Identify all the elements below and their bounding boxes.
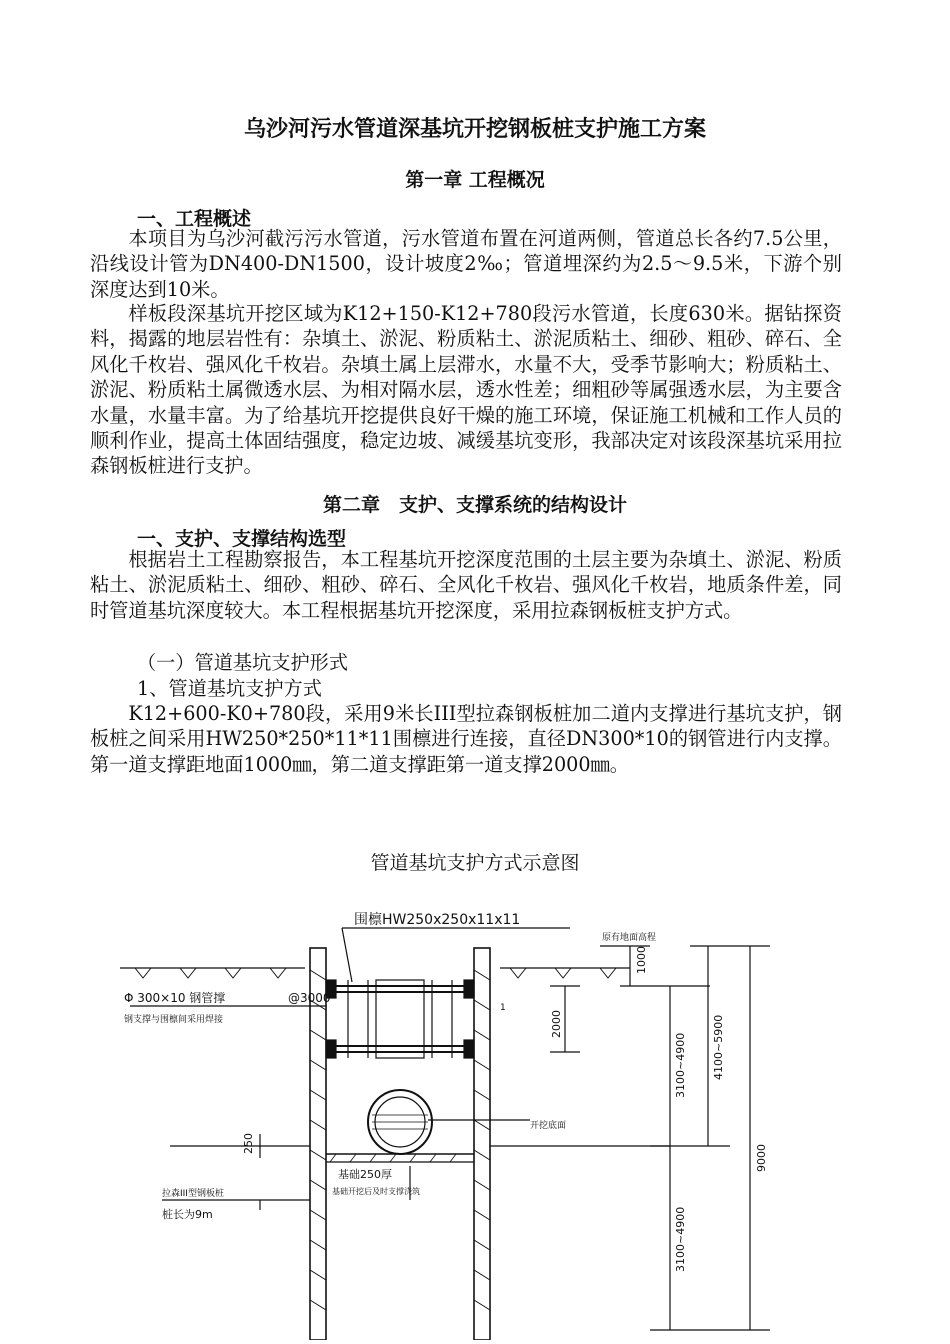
section-marker: 1: [500, 1003, 506, 1013]
label-connection: 钢支撑与围檩间采用焊接: [124, 1015, 224, 1025]
label-waling: 围檩HW250x250x11x11: [354, 912, 521, 928]
section-1-1-heading: 一、工程概述: [137, 208, 252, 230]
label-cushion: 基础250厚: [338, 1168, 392, 1181]
label-spacing: @3000: [288, 991, 331, 1005]
label-sheet-pile: 拉森III型钢板桩: [162, 1189, 224, 1199]
dim-3100-4900-upper: 3100~4900: [674, 1032, 687, 1098]
paragraph-selection: 根据岩土工程勘察报告，本工程基坑开挖深度范围的土层主要为杂填土、淤泥、粉质粘土、淤泥质粘土、细砂、粗砂、碎石、全风化千枚岩、强风化千枚岩，地质条件差，同时管道基坑深度较大。本工程根据基坑开挖深度，采用拉森钢板桩支护方式。: [90, 548, 842, 622]
label-excavation-bottom: 开挖底面: [530, 1121, 567, 1131]
chapter-2-heading: 第二章 支护、支撑系统的结构设计: [322, 494, 627, 516]
label-ground: 原有地面高程: [602, 933, 657, 943]
subheading-support-form: （一）管道基坑支护形式: [137, 651, 349, 674]
chapter-1-heading: 第一章 工程概况: [405, 169, 545, 191]
dim-4100-5900: 4100~5900: [712, 1014, 725, 1080]
support-diagram: [110, 910, 800, 1340]
section-2-1-heading: 一、支护、支撑结构选型: [137, 528, 347, 550]
dim-9000: 9000: [755, 1144, 768, 1172]
label-cushion-note: 基础开挖后及时支撑浇筑: [332, 1187, 420, 1196]
dim-3100-4900-lower: 3100~4900: [674, 1206, 687, 1272]
paragraph-method: K12+600-K0+780段，采用9米长III型拉森钢板桩加二道内支撑进行基坑支护，钢板桩之间采用HW250*250*11*11围檩进行连接，直径DN300*10的钢管进行内支撑。第一道支撑距地面1000㎜，第二道支撑距第一道支撑2000㎜。: [90, 702, 842, 776]
dim-1000: 1000: [635, 946, 648, 974]
label-pile-length: 桩长为9m: [162, 1208, 213, 1221]
document-title: 乌沙河污水管道深基坑开挖钢板桩支护施工方案: [243, 116, 706, 142]
subheading-support-method: 1、管道基坑支护方式: [137, 677, 322, 700]
paragraph-overview: 本项目为乌沙河截污污水管道，污水管道布置在河道两侧，管道总长各约7.5公里，沿线设计管为DN400-DN1500，设计坡度2‰；管道埋深约为2.5～9.5米，下游个别深度达到10米。: [90, 227, 842, 301]
dim-250: 250: [242, 1133, 255, 1154]
sheet-pile-hatch: [310, 970, 490, 1310]
dim-2000: 2000: [550, 1010, 563, 1038]
figure-caption: 管道基坑支护方式示意图: [370, 852, 580, 874]
label-strut-pipe: Φ 300×10 钢管撑: [124, 991, 226, 1005]
paragraph-soil: 样板段深基坑开挖区域为K12+150-K12+780段污水管道，长度630米。据钻探资料，揭露的地层岩性有：杂填土、淤泥、粉质粘土、淤泥质粘土、细砂、粗砂、碎石、全风化千枚岩、强风化千枚岩。杂填土属上层滞水，水量不大，受季节影响大；粉质粘土、淤泥、粉质粘土属微透水层、为相对隔水层，透水性差；细粗砂等属强透水层，为主要含水量，水量丰富。为了给基坑开挖提供良好干燥的施工环境，保证施工机械和工作人员的顺利作业，提高土体固结强度，稳定边坡、减缓基坑变形，我部决定对该段深基坑采用拉森钢板桩进行支护。: [90, 302, 842, 478]
